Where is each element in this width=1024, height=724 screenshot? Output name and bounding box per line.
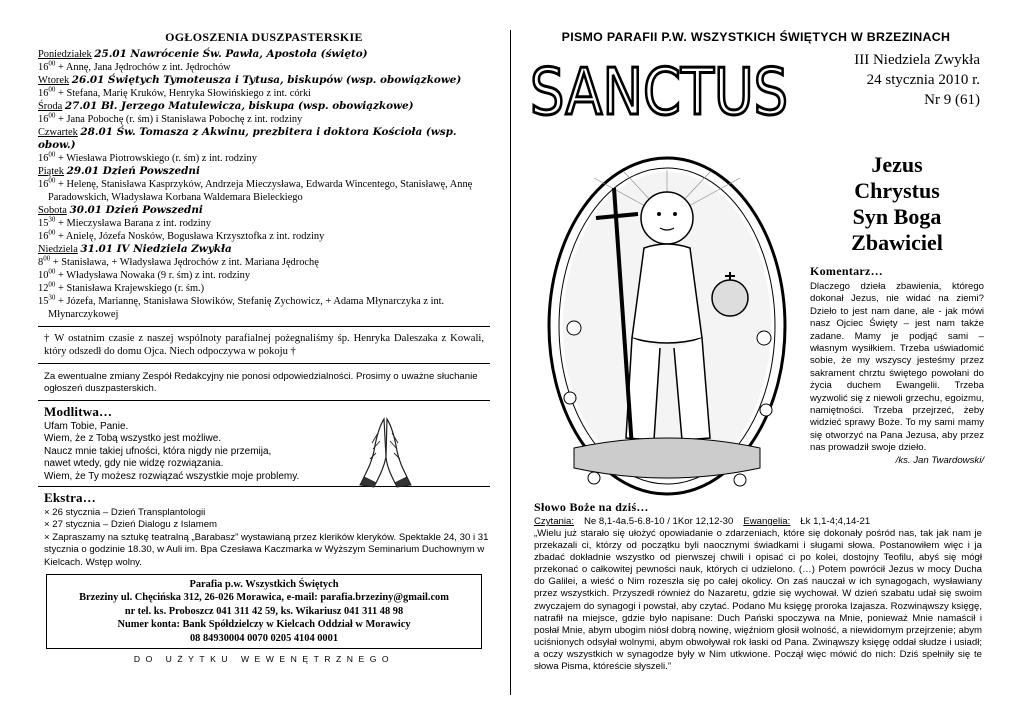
mass-hour: 12 [38,283,49,294]
mass-text: + Stefana, Marię Kruków, Henryka Słowińskiego z int. córki [58,88,312,99]
day-header [38,126,490,152]
mass-text: + Anielę, Józefa Nosków, Bogusława Krzysztofka z int. rodziny [58,231,325,242]
feast-name: 27.01 Bł. Jerzego Matulewicza, biskupa (wsp. obowiązkowe) [64,100,414,112]
parish-line: nr tel. ks. Proboszcz 041 311 42 59, ks. Wikariusz 041 311 48 98 [124,605,404,617]
mass-hour: 8 [38,257,44,268]
mass-hour: 16 [38,62,49,73]
mass-hour: 16 [38,114,49,125]
readings-label: Czytania: [534,516,574,527]
divider [38,326,490,327]
mass-minute: 00 [43,254,51,263]
issue-sunday: III Niedziela Zwykła [854,52,980,68]
day-name: Wtorek [38,75,70,86]
divider [38,486,490,487]
mass-intention [38,256,490,269]
day-name: Poniedziałek [38,49,92,60]
internal-use-note: DO UŻYTKU WEWENĘTRZNEGO [133,654,395,665]
parish-contact-box [46,574,482,649]
day-header [38,100,490,113]
mass-minute: 00 [48,111,56,120]
feast-name: 28.01 Św. Tomasza z Akwinu, prezbitera i doktora Kościoła (wsp. obow.) [38,126,457,151]
left-page [38,30,490,724]
prayer-line: nawet wtedy, gdy nie widzę rozwiązania. [44,458,224,470]
sanctus-logo [530,54,792,130]
day-name: Niedziela [38,244,78,255]
mass-minute: 00 [48,176,56,185]
feature-title-line: Jezus [871,152,923,177]
mass-text: + Jana Pobochę (r. śm) i Stanisława Pobochę z int. rodziny [58,114,303,125]
parish-line: Parafia p.w. Wszystkich Świętych [189,579,339,591]
day-header [38,243,490,256]
mass-minute: 00 [48,59,56,68]
feature-title-line: Chrystus [854,178,940,203]
mass-minute: 00 [48,267,56,276]
prayer-title: Modlitwa… [44,404,113,419]
day-name: Piątek [38,166,64,177]
feature-title [810,152,984,256]
extra-item: × 27 stycznia – Dzień Dialogu z Islamem [44,519,218,531]
right-page [528,30,984,724]
mass-hour: 15 [38,218,49,229]
feast-name: 26.01 Świętych Tymoteusza i Tytusa, biskupów (wsp. obowiązkowe) [71,74,462,86]
mass-text: + Stanisława Krajewskiego (r. śm.) [58,283,205,294]
mass-intention [38,87,490,100]
feast-name: 31.01 IV Niedziela Zwykła [80,243,232,255]
issue-date: 24 stycznia 2010 r. [866,72,980,88]
feature-title-line: Syn Boga [852,204,942,229]
mass-intention [38,269,490,282]
newsletter-header: PISMO PARAFII P.W. WSZYSTKICH ŚWIĘTYCH W BRZEZINACH [561,30,951,44]
gospel-ref: Łk 1,1-4;4,14-21 [800,516,871,527]
mass-intention [38,217,490,230]
mass-text: + Wiesława Piotrowskiego (r. śm) z int. rodziny [58,153,257,164]
parish-line: Numer konta: Bank Spółdzielczy w Kielcach Oddział w Morawicy [117,619,411,631]
mass-intention [38,295,490,321]
comment-text: Dlaczego dzieła zbawienia, którego dokonał Jezus, nie widać na ziemi? Dzieło to jest nam dane, ale - jak mówi nasz Ojciec Święty – jest nam także zadane. Mamy je podjąć sami – własnym wysiłkiem. Trzeba uświadomić sobie, że my wszyscy jesteśmy przez sakrament chrztu świętego powołani do życia duchem Ewangelii. Trzeba wyzwolić się z niewoli grzechu, egoizmu, namiętności. Trzeba przejrzeć, żeby widzieć sprawy Boże. To my sami mamy się otworzyć na Pana Jezusa, aby przez nas prowadził swoje dzieło. [810,281,984,454]
column-divider [510,30,511,695]
mass-hour: 16 [38,231,49,242]
feature-title-line: Zbawiciel [851,230,943,255]
disclaimer: Za ewentualne zmiany Zespół Redakcyjny nie ponosi odpowiedzialności. Prosimy o uważne słuchanie ogłoszeń duszpasterskich. [44,371,478,394]
gospel-label: Ewangelia: [743,516,791,527]
prayer-line: Ufam Tobie, Panie. [44,421,129,432]
mass-minute: 30 [48,215,56,224]
word-title: Słowo Boże na dziś… [534,500,649,514]
parish-line: 08 84930004 0070 0205 4104 0001 [189,632,339,644]
day-header [38,165,490,178]
announcements-title: OGŁOSZENIA DUSZPASTERSKIE [165,30,363,44]
mass-text: + Helenę, Stanisława Kasprzyków, Andrzeja Mieczysława, Edwarda Wincentego, Stanisławę, Annę Paradowskich, Władysława Korbana Waldemara Bieleckiego [48,179,473,203]
gospel-text: „Wielu już starało się ułożyć opowiadanie o zdarzeniach, które się dokonały pośród nas, tak jak nam je przekazali ci, którzy od początku byli naocznymi świadkami i sługami słowa. Postanowiłem więc i ja zbadać dokładnie wszystko od pierwszej chwili i opisać ci po kolei, dostojny Teofilu, abyś się mógł przekonać o całkowitej pewności nauk, których ci udzielono. (…) Potem powrócił Jezus w mocy Ducha do Galilei, a wieść o Nim rozeszła się po całej okolicy. On zaś nauczał w ich synagogach, wysławiany przez wszystkich. Przyszedł również do Nazaretu, gdzie się wychował. W dzień szabatu udał się swoim zwyczajem do synagogi i powstał, aby czytać. Podano Mu księgę proroka Izajasza. Rozwinąwszy księgę, natrafił na miejsce, gdzie było napisane: Duch Pański spoczywa na Mnie, ponieważ Mnie namaścił i posłał Mnie, abym ubogim niósł dobrą nowinę, więźniom głosił wolność, a niewidomym przejrzenie; abym uciśnionych odsyłał wolnymi, abym obwoływał rok łaski od Pana. Zwinąwszy księgę oddał słudze i usiadł; a oczy wszystkich w synagodze były w Nim utkwione. Począł więc mówić do nich: Dziś spełniły się te słowa Pisma, któreście słyszeli.” [534,528,982,673]
mass-text: + Władysława Nowaka (9 r. śm) z int. rodziny [58,270,251,281]
mass-text: + Annę, Jana Jędrochów z int. Jędrochów [58,62,231,73]
announcements-list [38,48,490,321]
feast-name: 25.01 Nawrócenie Św. Pawła, Apostoła (święto) [94,48,368,60]
praying-hands-icon [354,413,416,487]
day-name: Czwartek [38,127,78,138]
readings-line [534,516,982,528]
mass-intention [38,178,490,204]
day-name: Sobota [38,205,67,216]
feature-sidebar [810,148,984,466]
mass-text: + Mieczysława Barana z int. rodziny [58,218,212,229]
mass-minute: 30 [48,293,56,302]
logo-text: SANCTUS [530,56,788,130]
prayer-line: Naucz mnie takiej ufności, która nigdy nie przemija, [44,445,272,457]
extra-item: × Zapraszamy na sztukę teatralną „Barabasz” wystawianą przez klerików kleryków. Spektakle 24, 30 i 31 stycznia o godzinie 18.30, w Auli im. Bpa Czesława Kaczmarka w Wyższym Seminarium Duchownym w Kielcach. Wstęp wolny. [44,531,489,568]
parish-line: Brzeziny ul. Chęcińska 312, 26-026 Morawica, e-mail: parafia.brzeziny@gmail.com [79,592,449,604]
mass-intention [38,152,490,165]
divider [38,400,490,401]
mass-minute: 00 [48,150,56,159]
mass-intention [38,282,490,295]
mass-hour: 16 [38,88,49,99]
prayer-body [38,421,490,483]
readings-refs: Ne 8,1-4a.5-6.8-10 / 1Kor 12,12-30 [584,516,734,527]
divider [38,363,490,364]
memorial-note: † W ostatnim czasie z naszej wspólnoty parafialnej pożegnaliśmy śp. Henryka Daleszaka z Kowali, który odszedł do domu Ojca. Niech odpoczywa w pokoju † [44,333,484,357]
mass-text: + Józefa, Mariannę, Stanisława Słowików, Stefanię Zychowicz, + Adama Młynarczyka z int. Młynarczykowej [48,296,445,320]
day-name: Środa [38,101,63,112]
issue-info [854,50,980,110]
issue-number: Nr 9 (61) [924,92,980,108]
extra-title: Ekstra… [44,490,96,506]
masthead [528,44,984,128]
comment-title: Komentarz… [810,264,883,278]
mass-hour: 10 [38,270,49,281]
word-of-god-section [534,500,982,673]
mass-intention [38,113,490,126]
feast-name: 30.01 Dzień Powszedni [69,204,203,216]
day-header [38,204,490,217]
mass-minute: 00 [48,280,56,289]
feast-name: 29.01 Dzień Powszedni [66,165,200,177]
mass-text: + Stanisława, + Władysława Jędrochów z int. Mariana Jędrochę [52,257,319,268]
comment-author: /ks. Jan Twardowski/ [895,454,984,466]
child-jesus-image [534,148,800,518]
day-header [38,48,490,61]
extra-list [38,507,490,569]
mass-intention [38,230,490,243]
day-header [38,74,490,87]
mass-minute: 00 [48,85,56,94]
mass-hour: 15 [38,296,49,307]
prayer-line: Wiem, że Ty możesz rozwiązać wszystkie moje problemy. [44,470,300,482]
mass-minute: 00 [48,228,56,237]
extra-item: × 26 stycznia – Dzień Transplantologii [44,507,206,519]
mass-intention [38,61,490,74]
mass-hour: 16 [38,179,49,190]
prayer-line: Wiem, że z Tobą wszystko jest możliwe. [44,433,222,445]
mass-hour: 16 [38,153,49,164]
